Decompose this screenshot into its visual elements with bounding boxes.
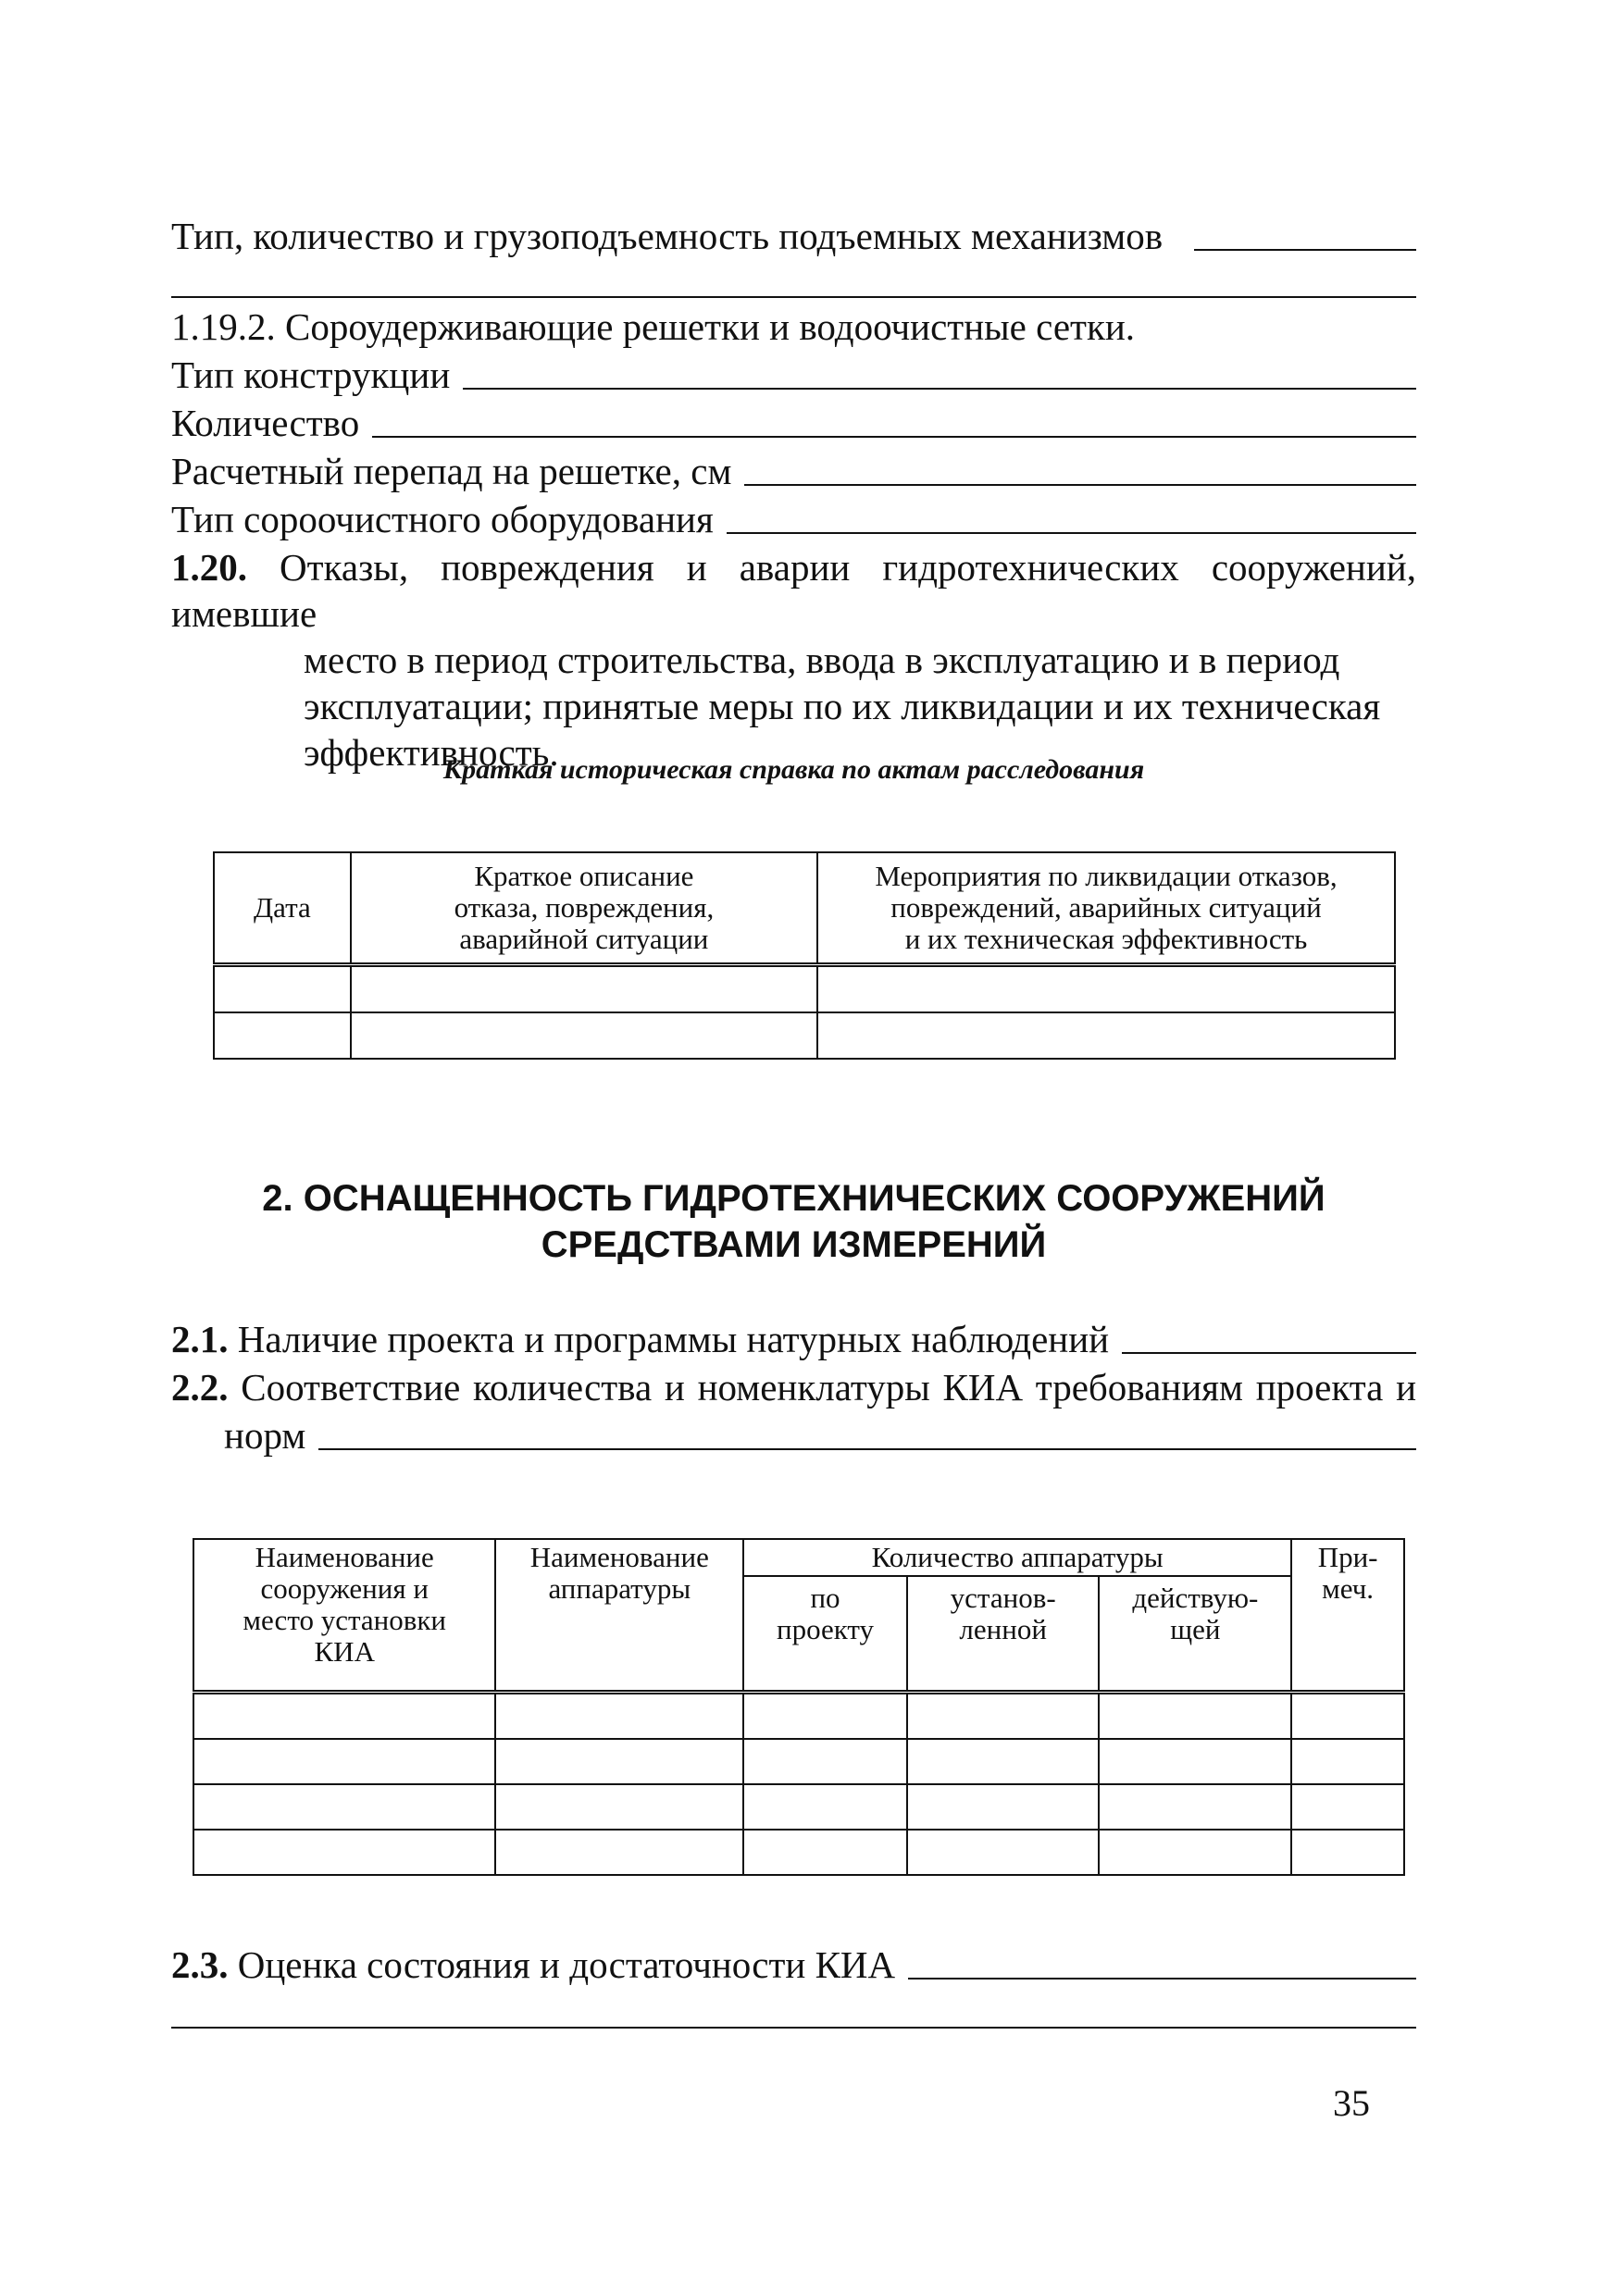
- item-number: 2.3.: [171, 1943, 229, 1986]
- item-number: 2.1.: [171, 1318, 229, 1360]
- cleaning-equipment-label: Тип сороочистного оборудования: [171, 498, 714, 540]
- header-description: Краткое описание отказа, повреждения, аварийной ситуации: [351, 852, 817, 965]
- blank-line: [171, 2027, 1416, 2029]
- lifting-mechanisms-label: Тип, количество и грузоподъемность подъемных механизмов: [171, 215, 1164, 257]
- table-cell[interactable]: [1099, 1739, 1291, 1784]
- header-structure: Наименование сооружения и место установки КИА: [193, 1539, 495, 1693]
- table-row: [214, 1012, 1395, 1059]
- page-number: 35: [1333, 2082, 1370, 2124]
- cleaning-equipment-line: [171, 496, 1416, 542]
- table-cell[interactable]: [193, 1693, 495, 1740]
- construction-type-line: [171, 352, 1416, 398]
- table-cell[interactable]: [1291, 1830, 1404, 1875]
- header-operating: действую- щей: [1099, 1576, 1291, 1693]
- pressure-drop-label: Расчетный перепад на решетке, см: [171, 450, 732, 492]
- table-cell[interactable]: [1099, 1784, 1291, 1830]
- blank-line: [318, 1448, 1416, 1450]
- blank-line: [372, 436, 1416, 438]
- table-cell[interactable]: [193, 1739, 495, 1784]
- header-equipment: Наименование аппаратуры: [495, 1539, 743, 1693]
- header-quantity: Количество аппаратуры: [743, 1539, 1291, 1576]
- blank-line: [908, 1978, 1416, 1980]
- quantity-line: [171, 400, 1416, 446]
- blank-line: [744, 484, 1416, 486]
- table-cell[interactable]: [1099, 1693, 1291, 1740]
- section-2-title: 2. ОСНАЩЕННОСТЬ ГИДРОТЕХНИЧЕСКИХ СООРУЖЕНИЙ СРЕДСТВАМИ ИЗМЕРЕНИЙ: [262, 1178, 1326, 1265]
- table-cell[interactable]: [907, 1830, 1100, 1875]
- construction-type-label: Тип конструкции: [171, 354, 451, 396]
- item-2-1-line: 2.1. Наличие проекта и программы натурных наблюдений: [171, 1316, 1416, 1362]
- table-cell[interactable]: [193, 1784, 495, 1830]
- history-table: [213, 851, 1396, 1060]
- table-cell[interactable]: [214, 1012, 351, 1059]
- item-number: 2.2.: [171, 1366, 229, 1409]
- subsection-1-19-2-title: 1.19.2. Сороудерживающие решетки и водоочистные сетки.: [171, 305, 1136, 348]
- table-cell[interactable]: [907, 1784, 1100, 1830]
- table-cell[interactable]: [907, 1693, 1100, 1740]
- table-cell[interactable]: [817, 1012, 1395, 1059]
- table-cell[interactable]: [351, 1012, 817, 1059]
- table-cell[interactable]: [907, 1739, 1100, 1784]
- table-cell[interactable]: [743, 1693, 907, 1740]
- table-cell[interactable]: [743, 1830, 907, 1875]
- header-measures: Мероприятия по ликвидации отказов, повреждений, аварийных ситуаций и их техническая эффективность: [817, 852, 1395, 965]
- table-cell[interactable]: [743, 1739, 907, 1784]
- header-notes: При- меч.: [1291, 1539, 1404, 1693]
- pressure-drop-line: [171, 448, 1416, 494]
- table-cell[interactable]: [214, 965, 351, 1013]
- blank-line: [727, 532, 1416, 534]
- table-row: [193, 1693, 1404, 1740]
- table-cell[interactable]: [1099, 1830, 1291, 1875]
- table-header-row: [214, 852, 1395, 965]
- table-cell[interactable]: [495, 1739, 743, 1784]
- quantity-label: Количество: [171, 402, 360, 444]
- table-cell[interactable]: [495, 1784, 743, 1830]
- item-1-20-paragraph: 1.20. Отказы, повреждения и аварии гидротехнических сооружений, имевшие место в период строительства, ввода в эксплуатацию и в период эксплуатации; принятые меры по их ликвидации и их техническая эффективность.: [171, 546, 1417, 774]
- header-date: Дата: [214, 852, 351, 965]
- blank-line: [1122, 1352, 1416, 1354]
- item-2-2-line: 2.2. Соответствие количества и номенклатуры КИА требованиям проекта и: [171, 1366, 1417, 1409]
- table-cell[interactable]: [495, 1693, 743, 1740]
- equipment-table: [193, 1538, 1405, 1876]
- table-row: [214, 965, 1395, 1013]
- lifting-mechanisms-line: [171, 213, 1416, 259]
- header-installed: установ- ленной: [907, 1576, 1100, 1693]
- table-cell[interactable]: [1291, 1693, 1404, 1740]
- blank-line: [171, 296, 1416, 298]
- blank-line: [1194, 249, 1416, 251]
- blank-line: [463, 388, 1416, 390]
- table-cell[interactable]: [1291, 1784, 1404, 1830]
- table-header-row: [193, 1539, 1404, 1576]
- item-2-2-continuation: норм: [224, 1412, 1416, 1458]
- table-cell[interactable]: [1291, 1739, 1404, 1784]
- table-row: [193, 1784, 1404, 1830]
- table-cell[interactable]: [743, 1784, 907, 1830]
- table-row: [193, 1830, 1404, 1875]
- table-cell[interactable]: [817, 965, 1395, 1013]
- table-cell[interactable]: [193, 1830, 495, 1875]
- table-cell[interactable]: [351, 965, 817, 1013]
- table-cell[interactable]: [495, 1830, 743, 1875]
- table-row: [193, 1739, 1404, 1784]
- history-caption: Краткая историческая справка по актам расследования: [442, 754, 1145, 785]
- header-by-project: по проекту: [743, 1576, 907, 1693]
- item-2-3-line: 2.3. Оценка состояния и достаточности КИА: [171, 1942, 1416, 1988]
- item-number: 1.20.: [171, 546, 247, 589]
